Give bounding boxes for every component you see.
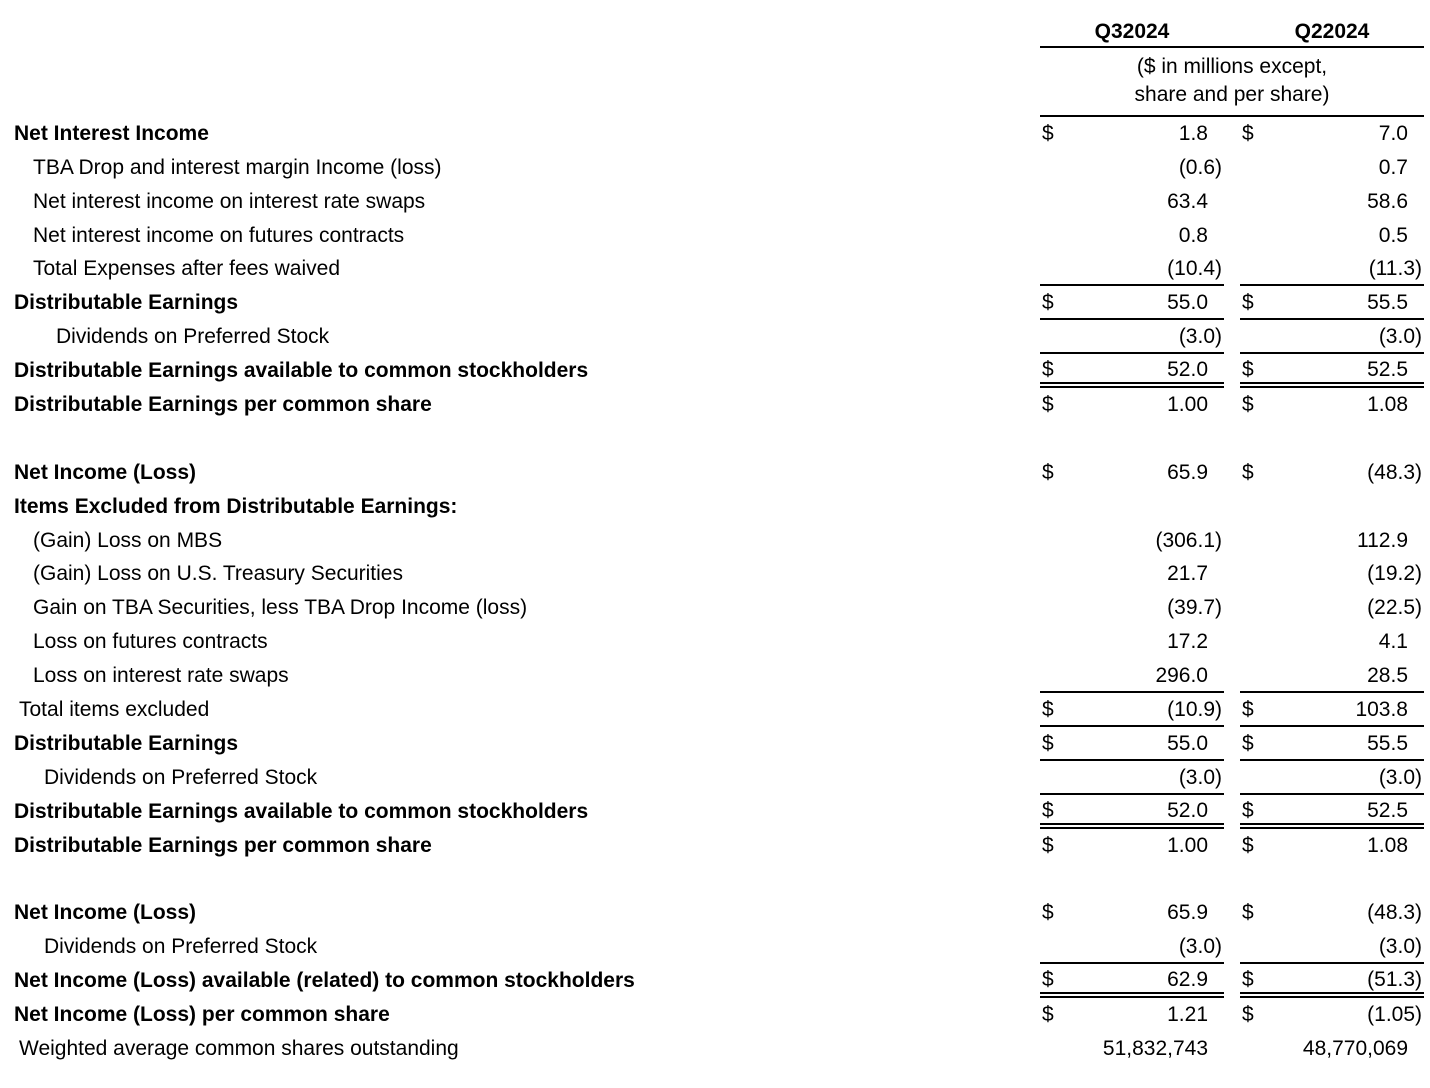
units-subtitle <box>1040 48 1424 115</box>
row-label <box>0 422 1040 456</box>
dollar-sign: $ <box>1042 698 1054 722</box>
q2-value: (51.3) <box>1367 968 1422 992</box>
column-gap <box>1224 727 1240 761</box>
q3-value: (306.1) <box>1155 528 1222 552</box>
q2-value: 7.0 <box>1378 121 1408 145</box>
q2-cell <box>1240 456 1424 490</box>
q3-value: 52.0 <box>1167 358 1208 382</box>
column-gap <box>1224 863 1240 897</box>
dollar-sign: $ <box>1242 1003 1254 1027</box>
table-row <box>0 591 1430 625</box>
q2-value: 48,770,069 <box>1302 1036 1408 1060</box>
q3-cell <box>1040 422 1224 456</box>
dollar-sign: $ <box>1242 901 1254 925</box>
q3-value: 1.8 <box>1178 121 1208 145</box>
dollar-sign: $ <box>1042 393 1054 417</box>
table-row <box>0 117 1430 151</box>
dollar-sign: $ <box>1042 731 1054 755</box>
q2-cell <box>1240 795 1424 829</box>
table-row <box>0 286 1430 320</box>
dollar-sign: $ <box>1042 291 1054 315</box>
q3-cell <box>1040 591 1224 625</box>
dollar-sign: $ <box>1042 901 1054 925</box>
table-row <box>0 625 1430 659</box>
row-label <box>0 863 1040 897</box>
q3-cell <box>1040 1032 1224 1066</box>
table-row <box>0 320 1430 354</box>
row-label: Items Excluded from Distributable Earnings: <box>14 494 458 518</box>
row-label: (Gain) Loss on U.S. Treasury Securities <box>33 562 403 586</box>
row-label: (Gain) Loss on MBS <box>33 528 223 552</box>
q3-cell <box>1040 761 1224 795</box>
q2-cell <box>1240 863 1424 897</box>
q2-cell <box>1240 625 1424 659</box>
q3-cell <box>1040 998 1224 1032</box>
column-header-q2: Q22024 <box>1294 20 1370 43</box>
units-subtitle-line1: ($ in millions except, <box>1136 55 1328 78</box>
q2-value: 58.6 <box>1367 189 1408 213</box>
q3-value: 0.8 <box>1178 223 1208 247</box>
dollar-sign: $ <box>1042 968 1054 992</box>
q3-value: 52.0 <box>1167 798 1208 822</box>
dollar-sign: $ <box>1242 731 1254 755</box>
table-row <box>0 727 1430 761</box>
q2-cell <box>1240 964 1424 998</box>
q2-cell <box>1240 930 1424 964</box>
table-row <box>0 1032 1430 1066</box>
q2-cell <box>1240 761 1424 795</box>
q3-value: (3.0) <box>1178 935 1222 959</box>
dollar-sign: $ <box>1242 460 1254 484</box>
q3-cell <box>1040 456 1224 490</box>
q2-value: 1.08 <box>1367 393 1408 417</box>
q2-value: 0.5 <box>1378 223 1408 247</box>
q2-cell <box>1240 320 1424 354</box>
q3-cell <box>1040 829 1224 863</box>
row-label: Distributable Earnings per common share <box>14 833 432 857</box>
row-label: TBA Drop and interest margin Income (loss) <box>33 155 442 179</box>
q3-value: 51,832,743 <box>1102 1036 1208 1060</box>
dollar-sign: $ <box>1242 698 1254 722</box>
dollar-sign: $ <box>1242 291 1254 315</box>
q3-cell <box>1040 693 1224 727</box>
q2-value: (3.0) <box>1378 325 1422 349</box>
q2-value: 112.9 <box>1357 528 1408 552</box>
row-label: Loss on interest rate swaps <box>33 664 289 688</box>
q3-value: 1.00 <box>1167 393 1208 417</box>
q3-cell <box>1040 253 1224 287</box>
table-row <box>0 354 1430 388</box>
q3-value: 21.7 <box>1167 562 1208 586</box>
q2-cell <box>1240 388 1424 422</box>
row-label: Net interest income on interest rate swaps <box>33 189 426 213</box>
q2-value: (1.05) <box>1367 1003 1422 1027</box>
q3-cell <box>1040 727 1224 761</box>
q2-cell <box>1240 829 1424 863</box>
column-gap <box>1224 964 1240 998</box>
column-gap <box>1224 558 1240 592</box>
q2-value: (19.2) <box>1367 562 1422 586</box>
row-label: Net Income (Loss) <box>14 901 197 925</box>
column-gap <box>1224 18 1240 46</box>
q2-cell <box>1240 524 1424 558</box>
column-gap <box>1224 422 1240 456</box>
table-row <box>0 659 1430 693</box>
q2-value: 0.7 <box>1378 155 1408 179</box>
q2-value: (22.5) <box>1367 596 1422 620</box>
table-row <box>0 422 1430 456</box>
column-gap <box>1224 795 1240 829</box>
q2-cell <box>1240 998 1424 1032</box>
q3-cell <box>1040 219 1224 253</box>
row-label: Distributable Earnings <box>14 291 239 315</box>
row-label: Net Income (Loss) available (related) to common stockholders <box>14 969 635 993</box>
header-spacer <box>0 18 1040 46</box>
q3-cell <box>1040 490 1224 524</box>
dollar-sign: $ <box>1242 833 1254 857</box>
row-label: Total items excluded <box>19 698 210 722</box>
row-label: Net interest income on futures contracts <box>33 223 405 247</box>
q3-cell <box>1040 151 1224 185</box>
column-gap <box>1224 253 1240 287</box>
units-subtitle-line2: share and per share) <box>1134 83 1330 106</box>
row-label: Distributable Earnings available to common stockholders <box>14 359 589 383</box>
q2-cell <box>1240 1032 1424 1066</box>
column-gap <box>1224 151 1240 185</box>
q3-cell <box>1040 659 1224 693</box>
q3-cell <box>1040 863 1224 897</box>
q2-cell <box>1240 896 1424 930</box>
row-label: Dividends on Preferred Stock <box>44 935 318 959</box>
table-body <box>0 117 1430 1066</box>
dollar-sign: $ <box>1042 460 1054 484</box>
row-label: Loss on futures contracts <box>33 630 268 654</box>
q3-cell <box>1040 286 1224 320</box>
table-row <box>0 863 1430 897</box>
q3-value: (10.9) <box>1167 698 1222 722</box>
q2-value: 4.1 <box>1378 630 1408 654</box>
q2-value: (3.0) <box>1378 935 1422 959</box>
q2-cell <box>1240 591 1424 625</box>
column-gap <box>1224 930 1240 964</box>
column-gap <box>1224 524 1240 558</box>
dollar-sign: $ <box>1042 1003 1054 1027</box>
table-row <box>0 829 1430 863</box>
q3-value: 1.00 <box>1167 833 1208 857</box>
table-row <box>0 219 1430 253</box>
table-row <box>0 524 1430 558</box>
q2-value: 55.5 <box>1367 731 1408 755</box>
q2-value: 55.5 <box>1367 291 1408 315</box>
q2-value: (3.0) <box>1378 765 1422 789</box>
column-gap <box>1224 388 1240 422</box>
q3-value: 62.9 <box>1167 968 1208 992</box>
column-gap <box>1224 659 1240 693</box>
q3-cell <box>1040 388 1224 422</box>
column-gap <box>1224 1032 1240 1066</box>
q3-cell <box>1040 625 1224 659</box>
q3-value: 1.21 <box>1167 1003 1208 1027</box>
dollar-sign: $ <box>1242 968 1254 992</box>
row-label: Net Interest Income <box>14 121 209 145</box>
q2-cell <box>1240 659 1424 693</box>
q2-cell <box>1240 151 1424 185</box>
q2-value: (48.3) <box>1367 460 1422 484</box>
q2-cell <box>1240 727 1424 761</box>
q2-value: 52.5 <box>1367 358 1408 382</box>
table-row <box>0 558 1430 592</box>
column-gap <box>1224 117 1240 151</box>
q2-value: 103.8 <box>1355 698 1408 722</box>
column-gap <box>1224 320 1240 354</box>
q3-value: (0.6) <box>1178 155 1222 179</box>
row-label: Dividends on Preferred Stock <box>44 765 318 789</box>
table-row <box>0 490 1430 524</box>
table-header <box>0 18 1430 46</box>
q3-value: (10.4) <box>1167 257 1222 281</box>
q3-cell <box>1040 964 1224 998</box>
q3-cell <box>1040 930 1224 964</box>
q3-value: (39.7) <box>1167 596 1222 620</box>
q3-cell <box>1040 896 1224 930</box>
column-gap <box>1224 896 1240 930</box>
q2-cell <box>1240 253 1424 287</box>
dollar-sign: $ <box>1042 121 1054 145</box>
table-row <box>0 693 1430 727</box>
q2-cell <box>1240 185 1424 219</box>
q3-value: 296.0 <box>1155 664 1208 688</box>
q3-cell <box>1040 524 1224 558</box>
row-label: Weighted average common shares outstanding <box>19 1036 459 1060</box>
q3-cell <box>1040 354 1224 388</box>
q2-value: 1.08 <box>1367 833 1408 857</box>
q3-value: 63.4 <box>1167 189 1208 213</box>
dollar-sign: $ <box>1042 358 1054 382</box>
row-label: Distributable Earnings available to common stockholders <box>14 799 589 823</box>
table-row <box>0 151 1430 185</box>
table-row <box>0 896 1430 930</box>
dollar-sign: $ <box>1042 798 1054 822</box>
column-gap <box>1224 761 1240 795</box>
q3-cell <box>1040 795 1224 829</box>
column-gap <box>1224 998 1240 1032</box>
row-label: Net Income (Loss) per common share <box>14 1003 390 1027</box>
row-label: Distributable Earnings per common share <box>14 393 432 417</box>
row-label: Distributable Earnings <box>14 731 239 755</box>
column-gap <box>1224 219 1240 253</box>
row-label: Gain on TBA Securities, less TBA Drop Income (loss) <box>33 596 528 620</box>
column-gap <box>1224 693 1240 727</box>
dollar-sign: $ <box>1042 833 1054 857</box>
q2-value: 52.5 <box>1367 798 1408 822</box>
table-row <box>0 964 1430 998</box>
q3-value: 55.0 <box>1167 731 1208 755</box>
q3-value: 55.0 <box>1167 291 1208 315</box>
q3-value: (3.0) <box>1178 765 1222 789</box>
q2-value: 28.5 <box>1367 664 1408 688</box>
q2-cell <box>1240 490 1424 524</box>
table-row <box>0 388 1430 422</box>
q2-value: (48.3) <box>1367 901 1422 925</box>
q3-cell <box>1040 117 1224 151</box>
q2-cell <box>1240 558 1424 592</box>
q3-value: (3.0) <box>1178 325 1222 349</box>
column-gap <box>1224 829 1240 863</box>
q2-cell <box>1240 286 1424 320</box>
q2-cell <box>1240 693 1424 727</box>
column-gap <box>1224 185 1240 219</box>
q3-cell <box>1040 320 1224 354</box>
table-row <box>0 185 1430 219</box>
q3-value: 65.9 <box>1167 901 1208 925</box>
table-row <box>0 998 1430 1032</box>
column-gap <box>1224 625 1240 659</box>
q3-value: 17.2 <box>1167 630 1208 654</box>
q2-cell <box>1240 354 1424 388</box>
dollar-sign: $ <box>1242 121 1254 145</box>
dollar-sign: $ <box>1242 798 1254 822</box>
dollar-sign: $ <box>1242 393 1254 417</box>
q3-cell <box>1040 558 1224 592</box>
column-gap <box>1224 490 1240 524</box>
row-label: Net Income (Loss) <box>14 460 197 484</box>
q3-cell <box>1040 185 1224 219</box>
table-row <box>0 761 1430 795</box>
q2-cell <box>1240 422 1424 456</box>
column-gap <box>1224 456 1240 490</box>
row-label: Total Expenses after fees waived <box>33 257 341 281</box>
q3-value: 65.9 <box>1167 460 1208 484</box>
q2-cell <box>1240 117 1424 151</box>
column-gap <box>1224 354 1240 388</box>
table-row <box>0 253 1430 287</box>
q2-cell <box>1240 219 1424 253</box>
table-row <box>0 795 1430 829</box>
dollar-sign: $ <box>1242 358 1254 382</box>
table-row <box>0 930 1430 964</box>
q2-value: (11.3) <box>1368 257 1422 281</box>
column-gap <box>1224 286 1240 320</box>
row-label: Dividends on Preferred Stock <box>56 325 330 349</box>
column-header-q3: Q32024 <box>1094 20 1170 43</box>
table-row <box>0 456 1430 490</box>
column-gap <box>1224 591 1240 625</box>
